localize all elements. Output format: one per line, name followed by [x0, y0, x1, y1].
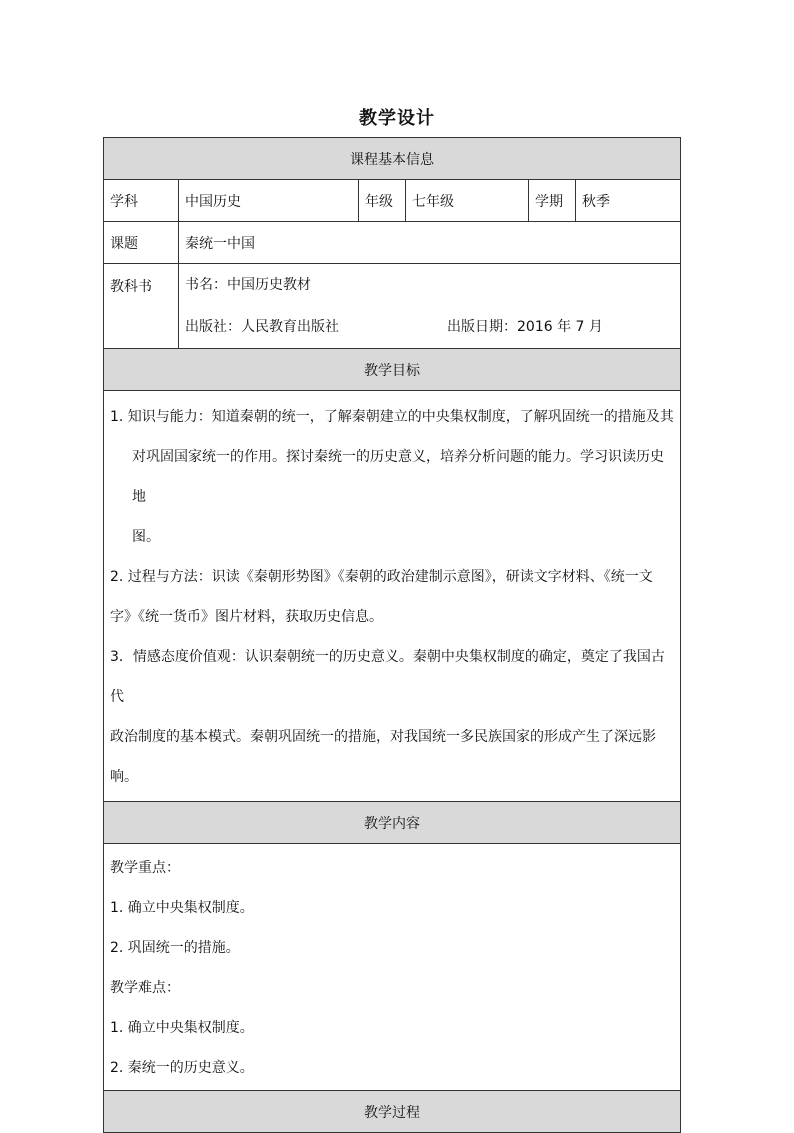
- term-value: 秋季: [576, 180, 681, 222]
- objective-text: 3．情感态度价值观：认识秦朝统一的历史意义。秦朝中央集权制度的确定，奠定了我国古代: [110, 649, 665, 705]
- difficult-point-item: 1. 确立中央集权制度。: [110, 1020, 254, 1036]
- section-header-content: [104, 802, 681, 844]
- grade-label: 年级: [359, 180, 406, 222]
- publication-line: [185, 306, 674, 348]
- objective-text: 对巩固国家统一的作用。探讨秦统一的历史意义，培养分析问题的能力。学习识读历史地: [132, 449, 664, 505]
- subject-label: 学科: [104, 180, 179, 222]
- publisher: 出版社：人民教育出版社: [185, 319, 339, 335]
- subject-value: 中国历史: [179, 180, 359, 222]
- term-label: 学期: [529, 180, 576, 222]
- topic-value: 秦统一中国: [179, 222, 681, 264]
- section-header-objectives: [104, 349, 681, 391]
- section-title: 教学内容: [104, 802, 681, 844]
- topic-row: [104, 222, 681, 264]
- objectives-row: [104, 391, 681, 802]
- key-point-item: 2. 巩固统一的措施。: [110, 940, 240, 956]
- section-title: 教学目标: [104, 349, 681, 391]
- section-header-basic-info: [104, 138, 681, 180]
- textbook-label: 教科书: [104, 264, 179, 349]
- objective-text: 字》《统一货币》图片材料，获取历史信息。: [110, 609, 383, 625]
- section-title: 教学过程: [104, 1091, 681, 1133]
- objective-text: 1. 知识与能力：知道秦朝的统一，了解秦朝建立的中央集权制度，了解巩固统一的措施及其: [110, 409, 674, 425]
- book-name: 书名：中国历史教材: [185, 277, 311, 293]
- info-row: [104, 180, 681, 222]
- grade-value: 七年级: [406, 180, 529, 222]
- content-body: [104, 844, 681, 1091]
- objectives-body: [104, 391, 681, 802]
- textbook-row: [104, 264, 681, 349]
- difficult-points-label: 教学难点：: [110, 980, 180, 996]
- objective-text: 2. 过程与方法：识读《秦朝形势图》《秦朝的政治建制示意图》，研读文字材料、《统一文: [110, 569, 653, 585]
- textbook-info: [179, 264, 681, 349]
- section-title: 课程基本信息: [104, 138, 681, 180]
- topic-label: 课题: [104, 222, 179, 264]
- key-point-item: 1. 确立中央集权制度。: [110, 900, 254, 916]
- objective-text: 图。: [132, 529, 160, 545]
- key-points-label: 教学重点：: [110, 860, 180, 876]
- content-row: [104, 844, 681, 1091]
- section-header-process: [104, 1091, 681, 1133]
- publication-date: 出版日期：2016 年 7 月: [447, 319, 603, 335]
- difficult-point-item: 2. 秦统一的历史意义。: [110, 1060, 254, 1076]
- page-title: 教学设计: [359, 108, 435, 129]
- lesson-plan-table: [103, 137, 681, 1133]
- objective-text: 政治制度的基本模式。秦朝巩固统一的措施，对我国统一多民族国家的形成产生了深远影响。: [110, 729, 656, 785]
